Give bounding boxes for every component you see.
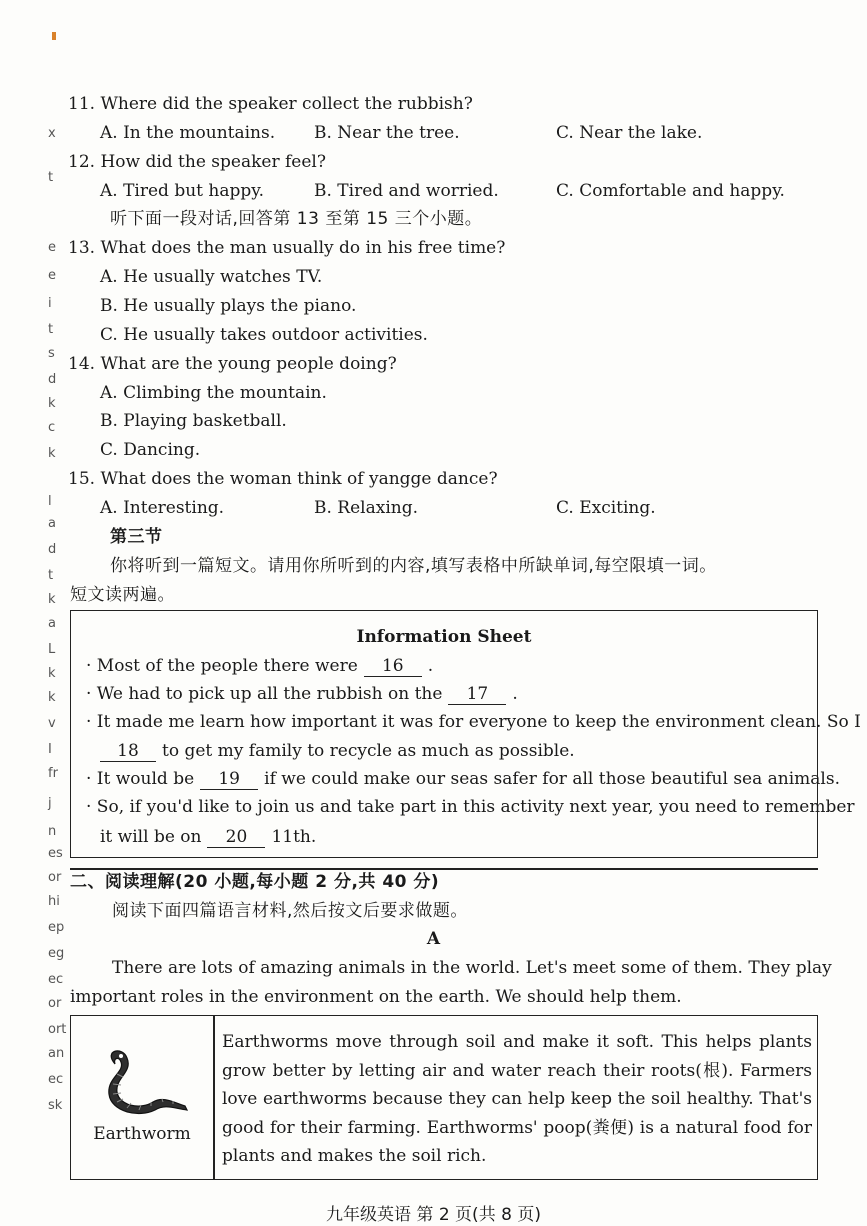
- margin-fragment: hi: [48, 894, 60, 909]
- part2-instruction: 阅读下面四篇语言材料,然后按文后要求做题。: [112, 901, 468, 921]
- margin-fragment: es: [48, 846, 63, 861]
- sheet-item-20-end: 11th.: [271, 827, 317, 847]
- margin-fragment: k: [48, 446, 56, 461]
- question-13: 13. What does the man usually do in his free time?: [68, 238, 506, 258]
- margin-fragment: ec: [48, 1072, 64, 1087]
- margin-fragment: n: [48, 824, 57, 839]
- q14-option-a: A. Climbing the mountain.: [100, 383, 327, 403]
- q11-option-c: C. Near the lake.: [556, 123, 703, 143]
- sheet-item-20-line2: [100, 826, 316, 848]
- section-3-title: 第三节: [110, 527, 163, 547]
- sheet-item-19: [86, 768, 840, 790]
- margin-fragment: L: [48, 642, 56, 657]
- margin-fragment: ep: [48, 920, 65, 935]
- margin-fragment: a: [48, 516, 56, 531]
- question-11: 11. Where did the speaker collect the rubbish?: [68, 94, 473, 114]
- margin-fragment: t: [48, 322, 54, 337]
- passage-a-intro-line1: There are lots of amazing animals in the world. Let's meet some of them. They play: [112, 958, 832, 978]
- margin-fragment: t: [48, 170, 54, 185]
- earthworm-description: Earthworms move through soil and make it soft. This helps plants grow better by letting air and water reach their roots(根). Farmers love earthworms because they can help keep the soil healthy. That's good for their farming. Earthworms' poop(粪便) is a natural food for plants and makes the soil rich.: [222, 1032, 812, 1166]
- blank-18[interactable]: 18: [100, 741, 156, 762]
- q15-option-b: B. Relaxing.: [314, 498, 418, 518]
- q15-option-a: A. Interesting.: [100, 498, 225, 518]
- margin-fragment: k: [48, 592, 56, 607]
- margin-fragment: or: [48, 870, 62, 885]
- margin-fragment: c: [48, 420, 56, 435]
- question-14: 14. What are the young people doing?: [68, 354, 397, 374]
- margin-fragment: v: [48, 716, 56, 731]
- blank-17[interactable]: 17: [448, 684, 506, 705]
- instruction-13-15: 听下面一段对话,回答第 13 至第 15 三个小题。: [110, 209, 483, 229]
- earthworm-box: [70, 1015, 818, 1180]
- margin-fragment: d: [48, 372, 57, 387]
- sheet-item-16: [86, 655, 433, 677]
- sheet-item-16-text: · Most of the people there were: [86, 656, 358, 676]
- margin-fragment: t: [48, 568, 54, 583]
- earthworm-label: Earthworm: [93, 1124, 191, 1144]
- blank-20[interactable]: 20: [207, 827, 265, 848]
- sheet-item-17: [86, 683, 518, 705]
- q13-option-c: C. He usually takes outdoor activities.: [100, 325, 428, 345]
- q12-option-b: B. Tired and worried.: [314, 181, 499, 201]
- margin-fragment: l: [48, 494, 52, 509]
- sheet-item-16-end: .: [427, 656, 434, 676]
- blank-19[interactable]: 19: [200, 769, 258, 790]
- earthworm-icon: [93, 1044, 193, 1120]
- margin-fragment: ort: [48, 1022, 67, 1037]
- margin-fragment: d: [48, 542, 57, 557]
- section-3-instruction-line1: 你将听到一篇短文。请用你所听到的内容,填写表格中所缺单词,每空限填一词。: [110, 556, 717, 576]
- sheet-item-17-text: · We had to pick up all the rubbish on the: [86, 684, 443, 704]
- margin-fragment: i: [48, 296, 52, 311]
- passage-a-intro-line2: important roles in the environment on the earth. We should help them.: [70, 987, 682, 1007]
- sheet-item-18-line2: [94, 740, 575, 762]
- margin-fragment: ec: [48, 972, 64, 987]
- sheet-item-19-end: if we could make our seas safer for all those beautiful sea animals.: [264, 769, 840, 789]
- q13-option-a: A. He usually watches TV.: [100, 267, 323, 287]
- sheet-item-20-line1: · So, if you'd like to join us and take part in this activity next year, you need to remember: [86, 797, 855, 817]
- margin-fragment: s: [48, 346, 55, 361]
- passage-a-label: A: [426, 929, 441, 949]
- q15-option-c: C. Exciting.: [556, 498, 656, 518]
- question-12: 12. How did the speaker feel?: [68, 152, 326, 172]
- margin-fragment: k: [48, 666, 56, 681]
- sheet-item-18-text: to get my family to recycle as much as possible.: [162, 741, 575, 761]
- sheet-item-17-end: .: [512, 684, 518, 704]
- margin-fragment: eg: [48, 946, 65, 961]
- margin-fragment: e: [48, 268, 56, 283]
- section-3-instruction-line2: 短文读两遍。: [70, 585, 175, 605]
- margin-fragment: k: [48, 396, 56, 411]
- sheet-item-18-line1: · It made me learn how important it was for everyone to keep the environment clean. So I: [86, 712, 861, 732]
- margin-fragment: k: [48, 690, 56, 705]
- information-sheet-title: Information Sheet: [356, 627, 532, 647]
- margin-fragment: x: [48, 126, 56, 141]
- margin-fragment: an: [48, 1046, 65, 1061]
- margin-fragment: sk: [48, 1098, 63, 1113]
- margin-fragment: e: [48, 240, 56, 255]
- margin-fragment: or: [48, 996, 62, 1011]
- margin-fragment: fr: [48, 766, 58, 781]
- q14-option-b: B. Playing basketball.: [100, 411, 287, 431]
- sheet-item-20-text: it will be on: [100, 827, 202, 847]
- margin-fragment: a: [48, 616, 56, 631]
- blank-16[interactable]: 16: [364, 656, 422, 677]
- part2-heading: 二、阅读理解(20 小题,每小题 2 分,共 40 分): [70, 872, 440, 892]
- q12-option-a: A. Tired but happy.: [100, 181, 264, 201]
- section-divider: [70, 868, 818, 870]
- earthworm-box-divider: [213, 1016, 215, 1179]
- q11-option-a: A. In the mountains.: [100, 123, 276, 143]
- margin-fragment: I: [48, 742, 52, 757]
- corner-mark: [52, 32, 56, 40]
- margin-fragment: j: [48, 796, 52, 811]
- question-15: 15. What does the woman think of yangge dance?: [68, 469, 498, 489]
- q12-option-c: C. Comfortable and happy.: [556, 181, 785, 201]
- q13-option-b: B. He usually plays the piano.: [100, 296, 357, 316]
- page-footer: 九年级英语 第 2 页(共 8 页): [326, 1205, 541, 1225]
- q11-option-b: B. Near the tree.: [314, 123, 460, 143]
- q14-option-c: C. Dancing.: [100, 440, 201, 460]
- sheet-item-19-text: · It would be: [86, 769, 195, 789]
